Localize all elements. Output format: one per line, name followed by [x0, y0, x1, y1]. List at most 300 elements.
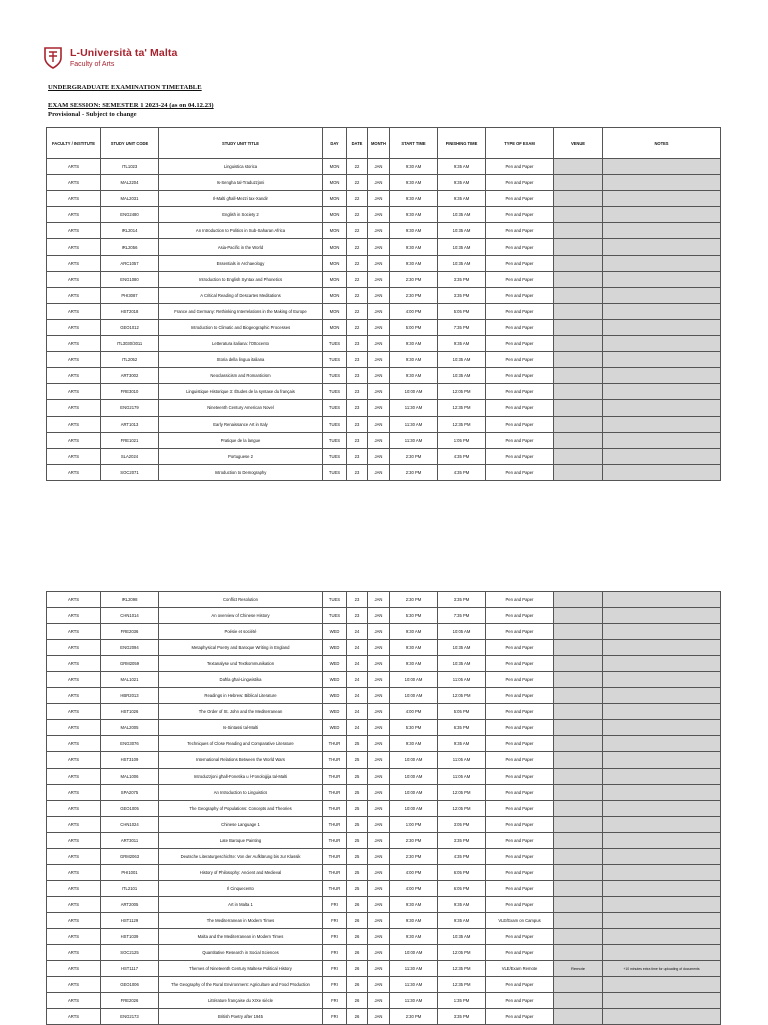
finish-cell: 9:35 AM — [438, 159, 486, 175]
day-cell: WED — [323, 720, 347, 736]
type-cell: Pen and Paper — [486, 368, 554, 384]
table-row — [47, 1009, 721, 1025]
table-row — [47, 175, 721, 191]
start-cell: 9:30 AM — [390, 928, 438, 944]
date-cell: 23 — [347, 352, 368, 368]
month-cell: JAN — [368, 928, 390, 944]
faculty-cell: ARTS — [47, 287, 101, 303]
title-cell: Conflict Resolution — [159, 592, 323, 608]
start-cell: 10:00 AM — [390, 384, 438, 400]
finish-cell: 10:35 AM — [438, 640, 486, 656]
finish-cell: 10:35 AM — [438, 223, 486, 239]
faculty-cell: ARTS — [47, 640, 101, 656]
start-cell: 4:00 PM — [390, 704, 438, 720]
finish-cell: 6:05 PM — [438, 880, 486, 896]
code-cell: FRE3010 — [101, 384, 159, 400]
title-cell: Linguistique Historique 3: Études de la syntaxe du français — [159, 384, 323, 400]
finish-cell: 11:05 AM — [438, 752, 486, 768]
table-row — [47, 400, 721, 416]
finish-cell: 3:35 PM — [438, 592, 486, 608]
table-row — [47, 880, 721, 896]
title-cell: Themes of Nineteenth Century Maltese Political History — [159, 961, 323, 977]
start-cell: 9:30 AM — [390, 207, 438, 223]
code-cell: HST1039 — [101, 928, 159, 944]
finish-cell: 5:05 PM — [438, 704, 486, 720]
month-cell: JAN — [368, 271, 390, 287]
start-cell: 10:00 AM — [390, 688, 438, 704]
day-cell: WED — [323, 640, 347, 656]
month-cell: JAN — [368, 592, 390, 608]
start-cell: 9:30 AM — [390, 336, 438, 352]
type-cell: Pen and Paper — [486, 159, 554, 175]
start-cell: 11:30 AM — [390, 416, 438, 432]
day-cell: MON — [323, 191, 347, 207]
code-cell: ITL2101 — [101, 880, 159, 896]
finish-cell: 10:35 AM — [438, 255, 486, 271]
start-cell: 2:30 PM — [390, 271, 438, 287]
faculty-cell: ARTS — [47, 175, 101, 191]
type-cell: Pen and Paper — [486, 624, 554, 640]
day-cell: MON — [323, 287, 347, 303]
venue-cell — [554, 688, 603, 704]
date-cell: 24 — [347, 720, 368, 736]
notes-cell — [603, 752, 721, 768]
date-cell: 23 — [347, 416, 368, 432]
code-cell: MAL1021 — [101, 672, 159, 688]
month-cell: JAN — [368, 448, 390, 464]
code-cell: FRE2036 — [101, 624, 159, 640]
code-cell: SOC2071 — [101, 464, 159, 480]
venue-cell — [554, 400, 603, 416]
venue-cell — [554, 752, 603, 768]
venue-cell — [554, 784, 603, 800]
type-cell: Pen and Paper — [486, 592, 554, 608]
month-cell: JAN — [368, 303, 390, 319]
faculty-cell: ARTS — [47, 271, 101, 287]
day-cell: TUES — [323, 336, 347, 352]
notes-cell — [603, 255, 721, 271]
type-cell: VLE/Exam on Campus — [486, 912, 554, 928]
start-cell: 10:00 AM — [390, 672, 438, 688]
day-cell: FRI — [323, 993, 347, 1009]
month-cell: JAN — [368, 977, 390, 993]
date-cell: 25 — [347, 864, 368, 880]
notes-cell — [603, 880, 721, 896]
venue-cell — [554, 303, 603, 319]
faculty-cell: ARTS — [47, 768, 101, 784]
month-cell: JAN — [368, 704, 390, 720]
day-cell: TUES — [323, 368, 347, 384]
venue-cell — [554, 640, 603, 656]
date-cell: 23 — [347, 336, 368, 352]
notes-cell — [603, 592, 721, 608]
type-cell: Pen and Paper — [486, 287, 554, 303]
month-cell: JAN — [368, 175, 390, 191]
code-cell: HST1026 — [101, 704, 159, 720]
day-cell: MON — [323, 239, 347, 255]
day-cell: TUES — [323, 608, 347, 624]
month-cell: JAN — [368, 191, 390, 207]
exam-session: EXAM SESSION: SEMESTER 1 2023-24 (as on 04.12.23) — [48, 102, 214, 109]
start-cell: 5:00 PM — [390, 319, 438, 335]
venue-cell — [554, 848, 603, 864]
month-cell: JAN — [368, 416, 390, 432]
type-cell: Pen and Paper — [486, 271, 554, 287]
finish-cell: 7:35 PM — [438, 319, 486, 335]
venue-cell — [554, 432, 603, 448]
date-cell: 25 — [347, 800, 368, 816]
table-row — [47, 368, 721, 384]
finish-cell: 3:35 PM — [438, 832, 486, 848]
table-row — [47, 816, 721, 832]
title-cell: British Poetry after 1945 — [159, 1009, 323, 1025]
start-cell: 9:30 AM — [390, 368, 438, 384]
month-cell: JAN — [368, 848, 390, 864]
code-cell: GEO1005 — [101, 800, 159, 816]
faculty-cell: ARTS — [47, 384, 101, 400]
notes-cell — [603, 432, 721, 448]
notes-cell — [603, 448, 721, 464]
table-row — [47, 928, 721, 944]
notes-cell — [603, 1009, 721, 1025]
type-cell: Pen and Paper — [486, 1009, 554, 1025]
month-cell: JAN — [368, 961, 390, 977]
table-row — [47, 416, 721, 432]
column-header-start: START TIME — [390, 128, 438, 159]
notes-cell — [603, 912, 721, 928]
table-row — [47, 223, 721, 239]
venue-cell — [554, 704, 603, 720]
title-cell: Littérature française du XIXe siècle — [159, 993, 323, 1009]
venue-cell — [554, 592, 603, 608]
notes-cell — [603, 945, 721, 961]
code-cell: ARC1057 — [101, 255, 159, 271]
type-cell: Pen and Paper — [486, 784, 554, 800]
code-cell: ART2005 — [101, 896, 159, 912]
table-row — [47, 736, 721, 752]
title-cell: Asia-Pacific in the World — [159, 239, 323, 255]
table-row — [47, 271, 721, 287]
date-cell: 23 — [347, 592, 368, 608]
month-cell: JAN — [368, 752, 390, 768]
finish-cell: 6:05 PM — [438, 864, 486, 880]
start-cell: 2:30 PM — [390, 848, 438, 864]
start-cell: 10:00 AM — [390, 800, 438, 816]
month-cell: JAN — [368, 832, 390, 848]
code-cell: ART3011 — [101, 832, 159, 848]
venue-cell — [554, 175, 603, 191]
type-cell: Pen and Paper — [486, 896, 554, 912]
code-cell: MAL1006 — [101, 768, 159, 784]
date-cell: 23 — [347, 448, 368, 464]
title-cell: Introduzzjoni għall-Fonetika u l-Fonoloġija tal-Malti — [159, 768, 323, 784]
title-cell: Techniques of Close Reading and Comparative Literature — [159, 736, 323, 752]
month-cell: JAN — [368, 640, 390, 656]
month-cell: JAN — [368, 207, 390, 223]
venue-cell — [554, 336, 603, 352]
month-cell: JAN — [368, 287, 390, 303]
table-row — [47, 159, 721, 175]
month-cell: JAN — [368, 880, 390, 896]
table-row — [47, 384, 721, 400]
code-cell: ENG2480 — [101, 207, 159, 223]
title-cell: Il Cinquecento — [159, 880, 323, 896]
date-cell: 22 — [347, 303, 368, 319]
start-cell: 2:30 PM — [390, 592, 438, 608]
code-cell: SLA2024 — [101, 448, 159, 464]
finish-cell: 10:35 AM — [438, 207, 486, 223]
day-cell: MON — [323, 223, 347, 239]
finish-cell: 12:35 PM — [438, 977, 486, 993]
date-cell: 24 — [347, 688, 368, 704]
venue-cell — [554, 896, 603, 912]
month-cell: JAN — [368, 319, 390, 335]
venue-cell — [554, 255, 603, 271]
title-cell: An Introduction to Politics in Sub-Saharan Africa — [159, 223, 323, 239]
code-cell: MAL2005 — [101, 720, 159, 736]
date-cell: 26 — [347, 896, 368, 912]
code-cell: GEO1012 — [101, 319, 159, 335]
type-cell: Pen and Paper — [486, 945, 554, 961]
date-cell: 22 — [347, 239, 368, 255]
notes-cell — [603, 191, 721, 207]
finish-cell: 3:05 PM — [438, 816, 486, 832]
month-cell: JAN — [368, 768, 390, 784]
venue-cell — [554, 816, 603, 832]
month-cell: JAN — [368, 159, 390, 175]
finish-cell: 1:35 PM — [438, 993, 486, 1009]
venue-cell — [554, 864, 603, 880]
title-cell: Quantitative Research in Social Sciences — [159, 945, 323, 961]
start-cell: 11:30 AM — [390, 961, 438, 977]
faculty-cell: ARTS — [47, 945, 101, 961]
type-cell: Pen and Paper — [486, 800, 554, 816]
notes-cell — [603, 271, 721, 287]
notes-cell — [603, 993, 721, 1009]
faculty-cell: ARTS — [47, 961, 101, 977]
faculty-cell: ARTS — [47, 223, 101, 239]
finish-cell: 10:35 AM — [438, 239, 486, 255]
start-cell: 9:30 AM — [390, 159, 438, 175]
notes-cell — [603, 640, 721, 656]
notes-cell — [603, 864, 721, 880]
code-cell: PHI1001 — [101, 864, 159, 880]
faculty-cell: ARTS — [47, 432, 101, 448]
month-cell: JAN — [368, 239, 390, 255]
finish-cell: 10:35 AM — [438, 928, 486, 944]
date-cell: 22 — [347, 255, 368, 271]
month-cell: JAN — [368, 336, 390, 352]
column-header-day: DAY — [323, 128, 347, 159]
start-cell: 2:30 PM — [390, 287, 438, 303]
month-cell: JAN — [368, 945, 390, 961]
date-cell: 22 — [347, 223, 368, 239]
title-cell: The Order of St. John and the Mediterranean — [159, 704, 323, 720]
date-cell: 22 — [347, 287, 368, 303]
date-cell: 22 — [347, 175, 368, 191]
column-header-month: MONTH — [368, 128, 390, 159]
title-cell: Essentials in Archaeology — [159, 255, 323, 271]
finish-cell: 12:05 PM — [438, 800, 486, 816]
finish-cell: 10:05 AM — [438, 624, 486, 640]
date-cell: 25 — [347, 816, 368, 832]
notes-cell — [603, 624, 721, 640]
day-cell: WED — [323, 704, 347, 720]
table-row — [47, 720, 721, 736]
faculty-cell: ARTS — [47, 848, 101, 864]
day-cell: MON — [323, 175, 347, 191]
type-cell: Pen and Paper — [486, 816, 554, 832]
code-cell: PHI3087 — [101, 287, 159, 303]
faculty-cell: ARTS — [47, 624, 101, 640]
venue-cell — [554, 1009, 603, 1025]
faculty-cell: ARTS — [47, 704, 101, 720]
table-row — [47, 352, 721, 368]
type-cell: Pen and Paper — [486, 688, 554, 704]
venue-cell — [554, 832, 603, 848]
title-cell: An Introduction to Linguistics — [159, 784, 323, 800]
month-cell: JAN — [368, 608, 390, 624]
finish-cell: 12:05 PM — [438, 384, 486, 400]
table-row — [47, 896, 721, 912]
column-header-title: STUDY UNIT TITLE — [159, 128, 323, 159]
code-cell: MAL2204 — [101, 175, 159, 191]
table-row — [47, 592, 721, 608]
finish-cell: 12:05 PM — [438, 945, 486, 961]
date-cell: 24 — [347, 640, 368, 656]
date-cell: 24 — [347, 704, 368, 720]
date-cell: 23 — [347, 608, 368, 624]
title-cell: Daħla għal-Lingwistika — [159, 672, 323, 688]
type-cell: Pen and Paper — [486, 672, 554, 688]
start-cell: 9:30 AM — [390, 896, 438, 912]
title-cell: The Geography of Populations: Concepts and Theories — [159, 800, 323, 816]
finish-cell: 4:35 PM — [438, 848, 486, 864]
type-cell: Pen and Paper — [486, 656, 554, 672]
code-cell: MAL2031 — [101, 191, 159, 207]
notes-cell — [603, 816, 721, 832]
code-cell: ART1013 — [101, 416, 159, 432]
day-cell: FRI — [323, 945, 347, 961]
faculty-cell: ARTS — [47, 928, 101, 944]
university-name: L-Università ta' Malta — [70, 47, 178, 60]
start-cell: 9:30 AM — [390, 912, 438, 928]
column-header-finish: FINISHING TIME — [438, 128, 486, 159]
day-cell: MON — [323, 319, 347, 335]
venue-cell — [554, 239, 603, 255]
table-row — [47, 255, 721, 271]
type-cell: Pen and Paper — [486, 255, 554, 271]
date-cell: 26 — [347, 1009, 368, 1025]
type-cell: Pen and Paper — [486, 448, 554, 464]
month-cell: JAN — [368, 720, 390, 736]
day-cell: THUR — [323, 800, 347, 816]
notes-cell — [603, 400, 721, 416]
day-cell: TUES — [323, 384, 347, 400]
notes-cell — [603, 656, 721, 672]
date-cell: 25 — [347, 736, 368, 752]
table-row — [47, 704, 721, 720]
faculty-cell: ARTS — [47, 896, 101, 912]
month-cell: JAN — [368, 800, 390, 816]
university-crest-icon — [42, 46, 64, 70]
table-row — [47, 207, 721, 223]
month-cell: JAN — [368, 896, 390, 912]
table-row — [47, 336, 721, 352]
notes-cell — [603, 384, 721, 400]
type-cell: Pen and Paper — [486, 336, 554, 352]
finish-cell: 9:35 AM — [438, 896, 486, 912]
title-cell: The Mediterranean in Modern Times — [159, 912, 323, 928]
notes-cell — [603, 608, 721, 624]
start-cell: 9:30 AM — [390, 640, 438, 656]
date-cell: 25 — [347, 832, 368, 848]
venue-cell — [554, 319, 603, 335]
title-cell: Is-Sengha tal-Traduzzjoni — [159, 175, 323, 191]
start-cell: 5:30 PM — [390, 608, 438, 624]
table-row — [47, 319, 721, 335]
venue-cell — [554, 912, 603, 928]
start-cell: 2:30 PM — [390, 1009, 438, 1025]
date-cell: 25 — [347, 848, 368, 864]
table-row — [47, 784, 721, 800]
title-cell: History of Philosophy: Ancient and Medieval — [159, 864, 323, 880]
finish-cell: 1:05 PM — [438, 432, 486, 448]
title-cell: Metaphysical Poetry and Baroque Writing in England — [159, 640, 323, 656]
code-cell: HST2018 — [101, 303, 159, 319]
notes-cell — [603, 303, 721, 319]
start-cell: 4:00 PM — [390, 303, 438, 319]
title-cell: Textanalyse und Textkommunikation — [159, 656, 323, 672]
title-cell: Late Baroque Painting — [159, 832, 323, 848]
title-cell: Deutsche Literaturgeschichte: Von der Aufklärung bis zur Klassik — [159, 848, 323, 864]
day-cell: TUES — [323, 400, 347, 416]
faculty-cell: ARTS — [47, 672, 101, 688]
venue-cell — [554, 384, 603, 400]
title-cell: Pratique de la langue — [159, 432, 323, 448]
finish-cell: 7:35 PM — [438, 608, 486, 624]
title-cell: Introduction to English Syntax and Phonetics — [159, 271, 323, 287]
start-cell: 5:30 PM — [390, 720, 438, 736]
date-cell: 25 — [347, 768, 368, 784]
finish-cell: 4:35 PM — [438, 464, 486, 480]
type-cell: VLE/Exam Remote — [486, 961, 554, 977]
type-cell: Pen and Paper — [486, 880, 554, 896]
code-cell: IRL2098 — [101, 592, 159, 608]
finish-cell: 12:05 PM — [438, 784, 486, 800]
day-cell: THUR — [323, 880, 347, 896]
venue-cell — [554, 159, 603, 175]
notes-cell — [603, 336, 721, 352]
day-cell: MON — [323, 207, 347, 223]
month-cell: JAN — [368, 656, 390, 672]
month-cell: JAN — [368, 784, 390, 800]
day-cell: THUR — [323, 784, 347, 800]
table-row — [47, 191, 721, 207]
notes-cell — [603, 223, 721, 239]
start-cell: 9:30 AM — [390, 239, 438, 255]
type-cell: Pen and Paper — [486, 464, 554, 480]
table-row — [47, 864, 721, 880]
month-cell: JAN — [368, 1009, 390, 1025]
finish-cell: 9:35 AM — [438, 191, 486, 207]
notes-cell — [603, 704, 721, 720]
column-header-date: DATE — [347, 128, 368, 159]
code-cell: ITL3030/3011 — [101, 336, 159, 352]
faculty-cell: ARTS — [47, 416, 101, 432]
table-row — [47, 640, 721, 656]
date-cell: 23 — [347, 464, 368, 480]
